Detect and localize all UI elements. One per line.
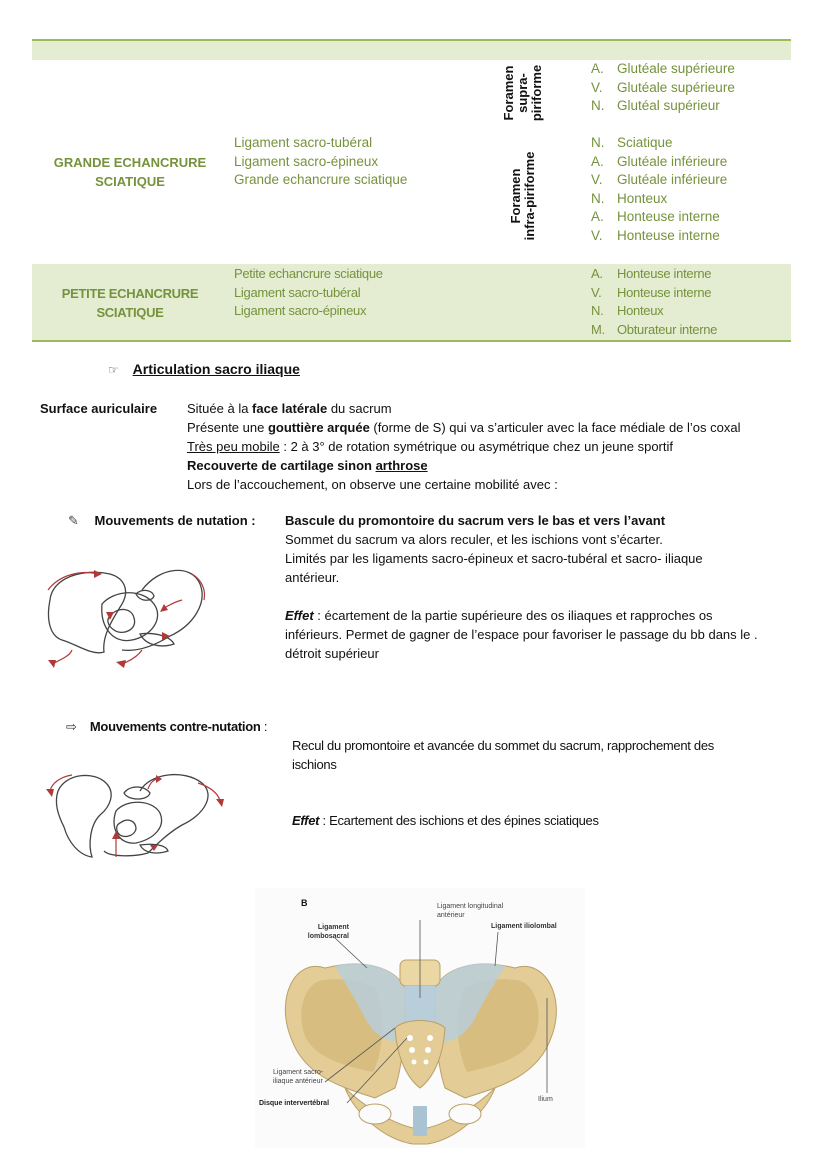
contre-nutation-description: Recul du promontoire et avancée du sommet du sacrum, rapprochement des ischions Effet : Ecartement des ischions et des épines sciatiques — [292, 738, 714, 828]
nutation-heading: ✎ Mouvements de nutation : — [68, 513, 256, 528]
label-ilium: Ilium — [538, 1096, 553, 1103]
label-foramen-infra: Foramen infra-piriforme — [508, 151, 537, 241]
list-item: A. Glutéale supérieure — [591, 61, 735, 76]
section-heading — [108, 361, 300, 377]
list-item: V. Glutéale supérieure — [591, 79, 735, 95]
figure-letter: B — [301, 898, 308, 908]
table-header-band — [32, 41, 791, 60]
list-item: M. Obturateur interne — [591, 321, 718, 337]
label-disque-intervertebral: Disque intervertébral — [259, 1100, 330, 1107]
pelvis-sketch-icon — [42, 560, 217, 670]
writing-hand-icon: ✎ — [68, 513, 79, 528]
list-item: V. Honteuse interne — [591, 284, 712, 300]
list-item: N. Sciatique — [591, 135, 673, 150]
row-limits-petite: Petite echancrure sciatique Ligament sacro-tubéral Ligament sacro-épineux — [234, 266, 383, 319]
contre-nutation-heading: ⇨ Mouvements contre-nutation : — [66, 719, 268, 734]
section-title: Articulation sacro iliaque — [132, 361, 300, 377]
label-lombosacral: Ligament lombosacral — [307, 924, 349, 940]
row-limits-grande: Ligament sacro-tubéral Ligament sacro-épineux Grande echancrure sciatique — [234, 135, 408, 188]
row-header-petite: PETITE ECHANCRURE SCIATIQUE — [61, 286, 199, 320]
list-item: N. Honteux — [591, 303, 664, 319]
list-item: A. Glutéale inférieure — [591, 153, 728, 169]
nutation-pelvis-diagram — [42, 560, 217, 670]
surface-description: Située à la face latérale du sacrum Présente une gouttière arquée (forme de S) qui va s’articuler avec la face médiale de l’os coxal Très peu mobile : 2 à 3° de rotation symétrique ou asymétrique chez un jeune sportif Recouverte de cartilage sinon arthrose Lors de l’accouchement, on observe une certaine mobilité avec : — [187, 401, 741, 492]
list-item: V. Glutéale inférieure — [591, 172, 728, 188]
contre-nutation-pelvis-diagram — [44, 765, 229, 865]
pelvis-ligament-figure — [255, 888, 585, 1148]
pelvis-sketch-icon — [44, 765, 229, 865]
label-foramen-supra: Foramen supra- piriforme — [501, 64, 544, 122]
list-item: A. Honteuse interne — [591, 266, 712, 281]
list-item: N. Honteux — [591, 190, 668, 206]
label-iliolombal: Ligament iliolombal — [491, 923, 557, 930]
label-sacro-iliaque-anterieur: Ligament sacro- iliaque antérieur — [273, 1069, 324, 1085]
surface-label: Surface auriculaire — [40, 401, 158, 416]
row-header-grande: GRANDE ECHANCRURE SCIATIQUE — [53, 155, 207, 189]
list-item: V. Honteuse interne — [591, 227, 720, 243]
pointing-hand-icon: ☞ — [108, 363, 119, 377]
list-item: A. Honteuse interne — [591, 209, 720, 225]
table-bottom-rule — [32, 340, 791, 342]
supra-piriforme-list — [591, 60, 735, 116]
right-arrow-icon: ⇨ — [66, 719, 77, 734]
nutation-description: Bascule du promontoire du sacrum vers le bas et vers l’avant Sommet du sacrum va alors reculer, et les ischions vont s’écarter. Limités par les ligaments sacro-épineux et sacro-tubéral et sacro- iliaque antérieur. Effet : écartement de la partie supérieure des os iliaques et rapproches os inférieurs. Permet de gagner de l’espace pour favoriser le passage du bb dans le . détroit supérieur — [285, 513, 758, 661]
list-item: N. Glutéal supérieur — [591, 98, 720, 114]
infra-piriforme-list — [591, 134, 727, 246]
petite-content-list — [591, 265, 717, 339]
label-longitudinal-anterieur: Ligament longitudinal antérieur — [437, 903, 504, 919]
